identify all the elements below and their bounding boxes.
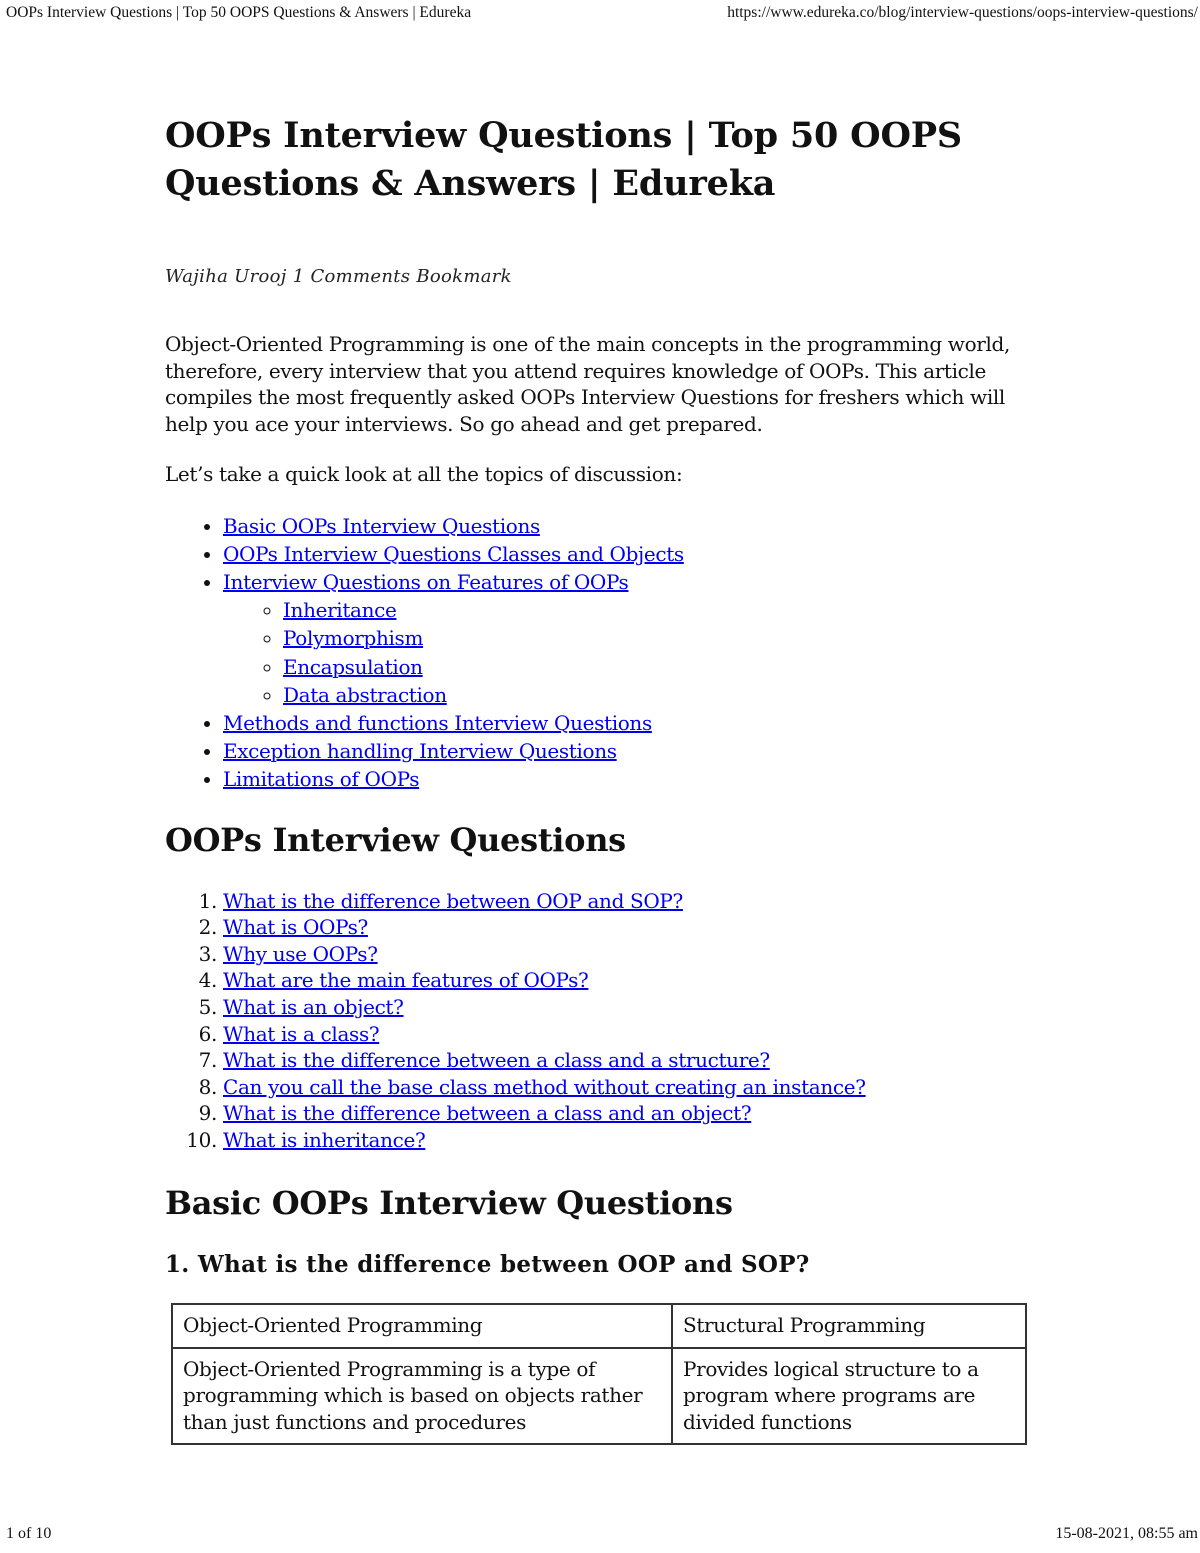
question-item [223,941,1035,968]
bookmark-link[interactable]: Bookmark [416,266,512,287]
question-link[interactable]: What is the difference between OOP and SOP? [223,888,683,913]
toc-subitem [283,596,1035,624]
toc-link-methods-functions[interactable]: Methods and functions Interview Questions [223,710,652,735]
question-item [223,1021,1035,1048]
question-item [223,888,1035,915]
table-cell: Object-Oriented Programming is a type of programming which is based on objects rather than just functions and procedures [172,1348,672,1445]
features-sublist [223,596,1035,709]
question-link[interactable]: What is inheritance? [223,1127,426,1152]
toc-link-features[interactable]: Interview Questions on Features of OOPs [223,569,629,594]
toc-item [223,512,1035,540]
toc-item [223,540,1035,568]
toc-subitem [283,653,1035,681]
toc-link-encapsulation[interactable]: Encapsulation [283,654,423,679]
toc-link-limitations[interactable]: Limitations of OOPs [223,767,420,792]
topics-list [165,512,1035,794]
toc-link-polymorphism[interactable]: Polymorphism [283,626,424,651]
table-header-row [172,1304,1026,1348]
print-header-url: https://www.edureka.co/blog/interview-questions/oops-interview-questions/ [727,4,1198,21]
toc-item [223,709,1035,737]
article-content [165,112,1035,1445]
toc-link-classes-objects[interactable]: OOPs Interview Questions Classes and Objects [223,541,684,566]
question-link[interactable]: Can you call the base class method without creating an instance? [223,1074,866,1099]
question-link[interactable]: What is the difference between a class and a structure? [223,1048,770,1073]
table-header-cell: Structural Programming [672,1304,1026,1348]
question-item [223,1127,1035,1154]
question-item [223,994,1035,1021]
toc-link-exception-handling[interactable]: Exception handling Interview Questions [223,739,617,764]
question-item [223,1100,1035,1127]
print-header-title: OOPs Interview Questions | Top 50 OOPS Questions & Answers | Edureka [6,4,472,21]
question-link[interactable]: What is the difference between a class and an object? [223,1101,752,1126]
byline [165,266,1035,287]
print-footer [6,1525,1198,1543]
question-link[interactable]: What is a class? [223,1021,380,1046]
section-heading-questions: OOPs Interview Questions [165,820,626,859]
intro-paragraph: Object-Oriented Programming is one of the main concepts in the programming world, therefore, every interview that you attend requires knowledge of OOPs. This article compiles the most frequently asked OOPs Interview Questions for freshers which will help you ace your interviews. So go ahead and get prepared. [165,332,1010,436]
print-header [6,4,1198,22]
toc-item [223,737,1035,765]
table-cell: Provides logical structure to a program where programs are divided functions [672,1348,1026,1445]
question-item [223,967,1035,994]
section-heading-basic: Basic OOPs Interview Questions [165,1184,733,1223]
question-link[interactable]: Why use OOPs? [223,941,378,966]
author-name[interactable]: Wajiha Urooj [165,266,287,287]
question-link[interactable]: What is an object? [223,994,404,1019]
toc-subitem [283,681,1035,709]
question-heading: 1. What is the difference between OOP and SOP? [165,1251,810,1279]
question-item [223,914,1035,941]
toc-link-inheritance[interactable]: Inheritance [283,598,397,623]
toc-item [223,765,1035,793]
table-header-cell: Object-Oriented Programming [172,1304,672,1348]
print-datetime: 15-08-2021, 08:55 am [1055,1525,1198,1542]
question-item [223,1074,1035,1101]
article-title: OOPs Interview Questions | Top 50 OOPS Questions & Answers | Edureka [165,115,962,204]
topics-lead: Let’s take a quick look at all the topics of discussion: [165,462,683,486]
question-link[interactable]: What is OOPs? [223,915,368,940]
toc-item [223,568,1035,709]
toc-subitem [283,624,1035,652]
toc-link-basic[interactable]: Basic OOPs Interview Questions [223,513,540,538]
toc-link-data-abstraction[interactable]: Data abstraction [283,682,447,707]
questions-list [165,888,1035,1154]
table-row [172,1348,1026,1445]
comments-link[interactable]: 1 Comments [292,266,411,287]
question-link[interactable]: What are the main features of OOPs? [223,968,589,993]
comparison-table [171,1303,1027,1445]
page-number: 1 of 10 [6,1525,52,1542]
question-item [223,1047,1035,1074]
